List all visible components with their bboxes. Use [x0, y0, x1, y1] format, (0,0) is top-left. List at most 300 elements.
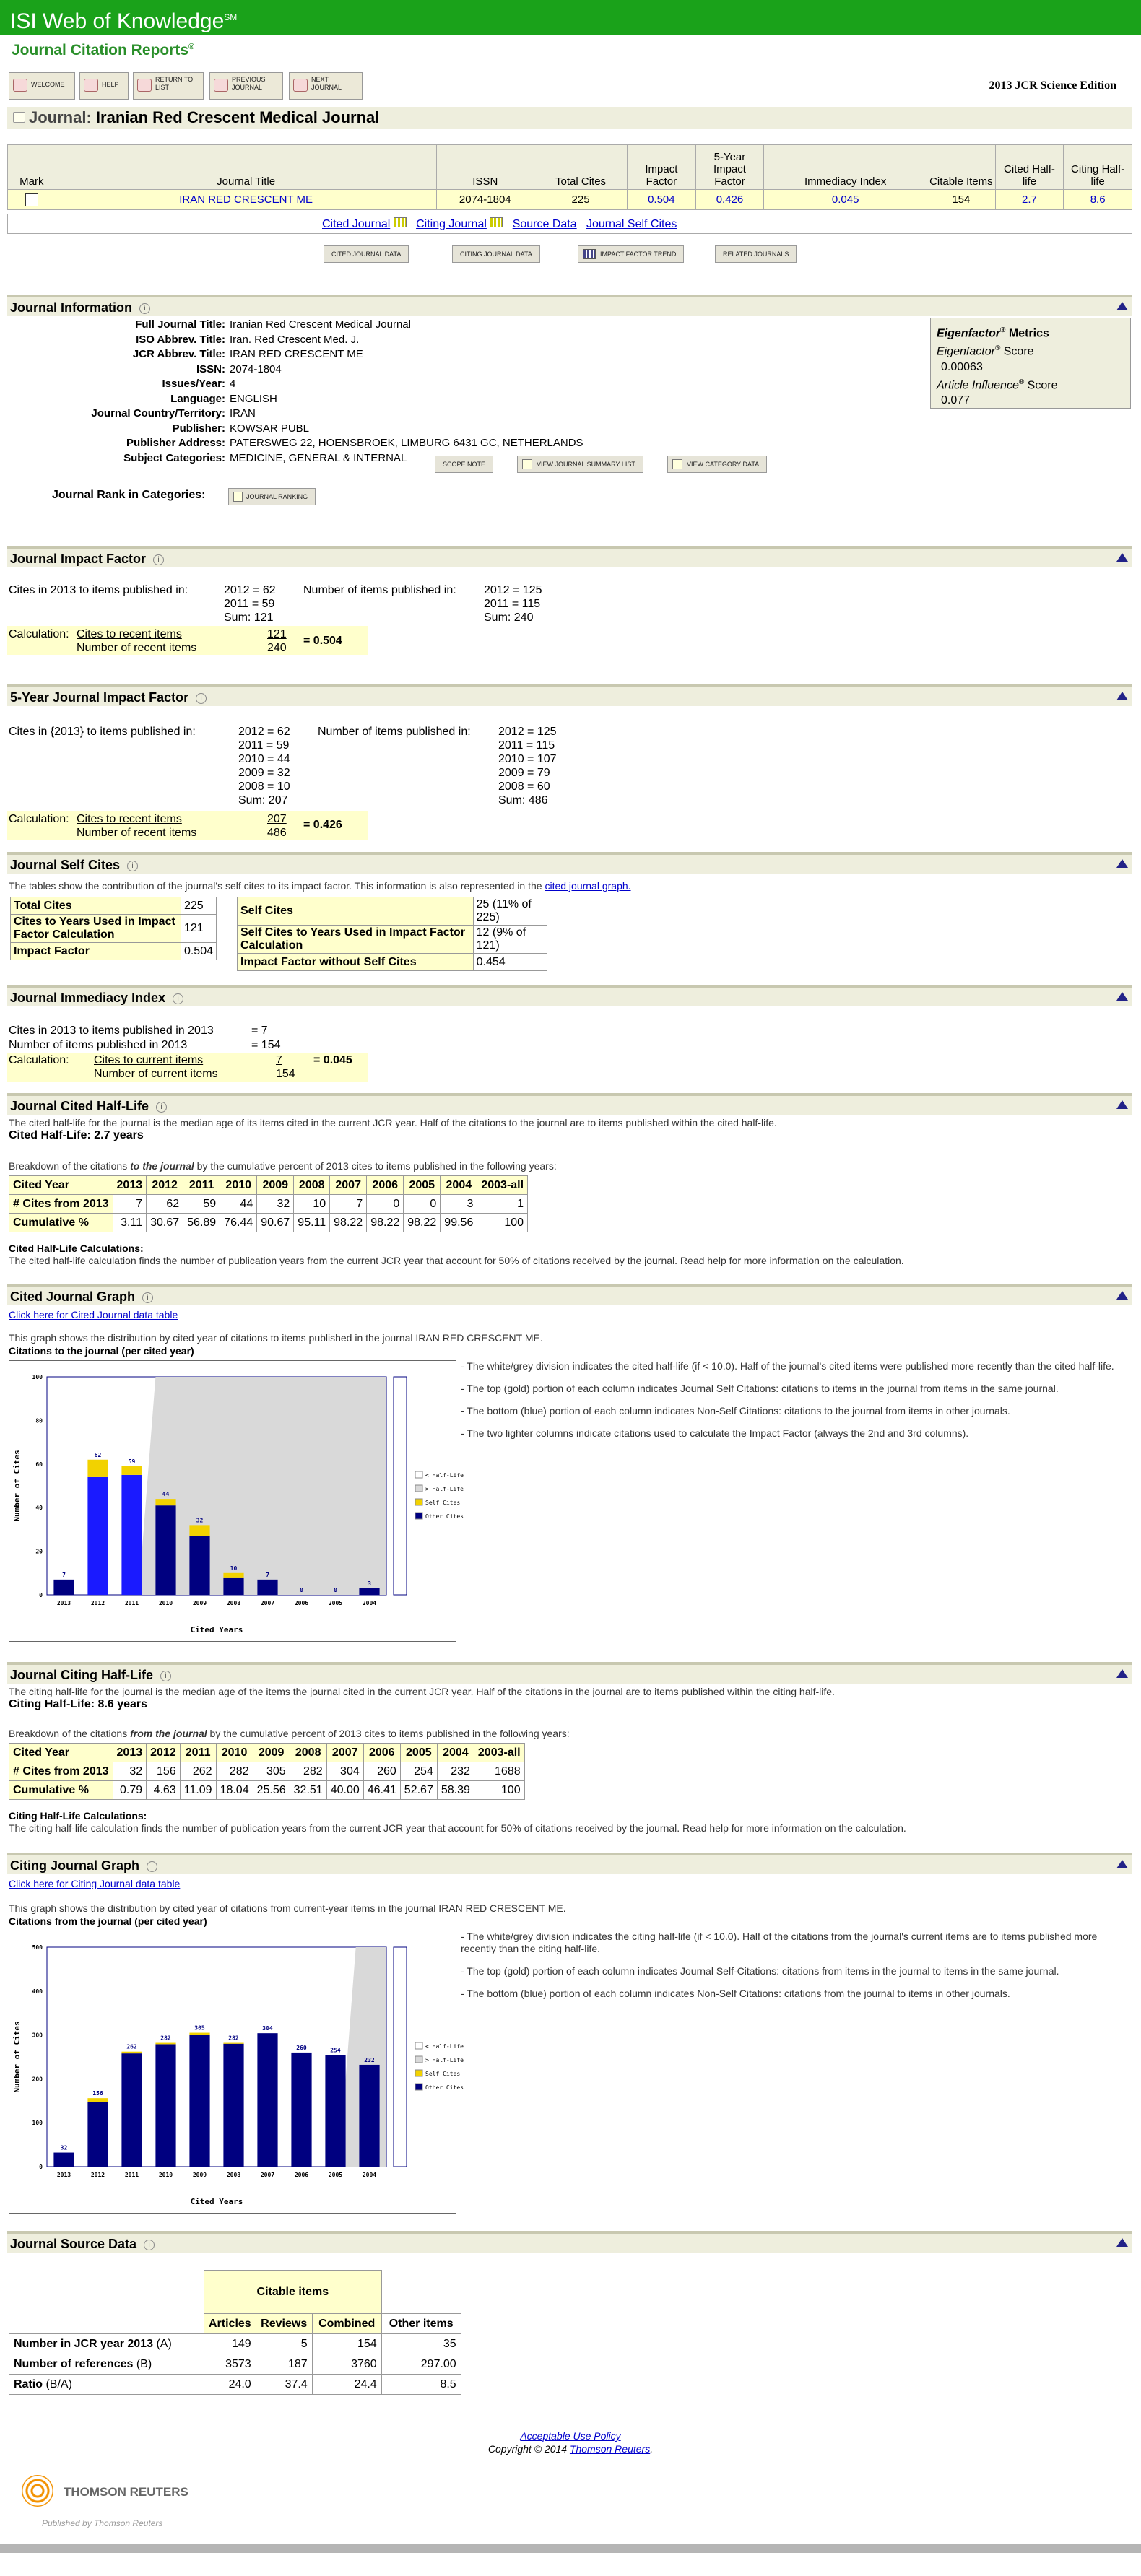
- jif-den-label: Number of recent items: [77, 642, 197, 654]
- x-tick-label: 2013: [56, 2172, 71, 2178]
- row-label: # Cites from 2013: [9, 1195, 113, 1214]
- section-title: Journal Cited Half-Life: [10, 1099, 149, 1113]
- empty-cell: [9, 2314, 204, 2334]
- table-cell: 2006: [367, 1176, 404, 1195]
- help-button[interactable]: [79, 72, 129, 100]
- table-cell: 260: [363, 1762, 400, 1781]
- sum-row: 2012 = 62: [224, 584, 276, 596]
- table-cell: 3573: [204, 2354, 256, 2375]
- imm-val2: = 154: [251, 1039, 281, 1051]
- table-row: [11, 943, 217, 960]
- table-cell: 24.4: [312, 2375, 381, 2395]
- section-title: Journal Immediacy Index: [10, 991, 166, 1005]
- bar-other-cites: [291, 2053, 311, 2167]
- y-tick-label: 60: [35, 1461, 43, 1468]
- top-banner: [0, 0, 1141, 35]
- bar-value-label: 262: [126, 2043, 137, 2050]
- product-title-text: Journal Citation Reports: [12, 42, 189, 58]
- info-icon[interactable]: i: [127, 861, 138, 871]
- total-cites-cell: 225: [534, 190, 628, 210]
- self-cites-desc-text: The tables show the contribution of the journal's self cites to its impact factor. This information is also represented in the: [9, 880, 542, 892]
- journal-name: Iranian Red Crescent Medical Journal: [95, 108, 380, 126]
- citing-journal-link[interactable]: Citing Journal: [416, 218, 487, 230]
- sum-row: Sum: 121: [224, 612, 274, 624]
- eigenfactor-box: [930, 318, 1131, 409]
- bar-self-cites: [189, 1525, 209, 1536]
- bar-value-label: 0: [300, 1587, 303, 1593]
- scope-note-button[interactable]: SCOPE NOTE: [435, 456, 493, 473]
- jif-items-list: [484, 583, 542, 625]
- bar-value-label: 260: [296, 2044, 307, 2051]
- bar-value-label: 3: [368, 1580, 371, 1587]
- table-row: [9, 1176, 528, 1195]
- journal-summary-list-button[interactable]: [517, 456, 643, 473]
- table-cell: 2008: [290, 1744, 326, 1762]
- bar-other-cites: [359, 2065, 379, 2167]
- back-to-top-icon[interactable]: [1116, 2238, 1128, 2247]
- table-cell: 30.67: [147, 1214, 183, 1232]
- table-cell: 2012: [147, 1176, 183, 1195]
- cited-half-life-link[interactable]: 2.7: [1022, 193, 1037, 206]
- table-cell: 32: [257, 1195, 294, 1214]
- table-cell: 2004: [437, 1744, 474, 1762]
- graph-links: [322, 217, 677, 231]
- impact-factor-header: [7, 546, 1132, 567]
- self-cites-left-table: [10, 897, 217, 960]
- five-year-if-header: [7, 684, 1132, 706]
- jif-items-label: Number of items published in:: [303, 584, 456, 596]
- table-cell: 2007: [330, 1176, 367, 1195]
- x-tick-label: 2011: [124, 2172, 139, 2178]
- table-cell: 3760: [312, 2354, 381, 2375]
- return-icon: [137, 79, 152, 92]
- table-row: [9, 2375, 461, 2395]
- table-cell: 95.11: [294, 1214, 330, 1232]
- row-label: Impact Factor: [11, 943, 181, 960]
- y-tick-label: 40: [35, 1505, 43, 1512]
- table-cell: 98.22: [330, 1214, 367, 1232]
- immediacy-cell: [764, 190, 927, 210]
- row-label: Self Cites: [238, 897, 474, 926]
- section-title: Journal Impact Factor: [10, 552, 147, 566]
- impact-factor-trend-button[interactable]: [578, 245, 684, 263]
- back-to-top-icon[interactable]: [1116, 859, 1128, 868]
- return-to-list-button[interactable]: [133, 72, 204, 100]
- row-label: Cited Year: [9, 1176, 113, 1195]
- table-cell: 4.63: [147, 1781, 181, 1800]
- table-cell: 2010: [216, 1744, 253, 1762]
- sum-row: Sum: 240: [484, 612, 534, 624]
- bar-value-label: 32: [60, 2144, 68, 2151]
- sum-row: 2011 = 59: [238, 739, 290, 752]
- back-to-top-icon[interactable]: [1116, 1100, 1128, 1109]
- cited-journal-data-button[interactable]: CITED JOURNAL DATA: [324, 245, 409, 263]
- citing-journal-chart: [9, 1931, 464, 2214]
- x-tick-label: 2010: [158, 1600, 173, 1606]
- legend-swatch: [415, 1485, 422, 1492]
- bar-value-label: 232: [364, 2056, 375, 2063]
- jif-den: 240: [267, 642, 287, 654]
- citing-hl-desc: The citing half-life for the journal is the median age of the items the journal cited in the current JCR year. Half of the citations in the journal are to items published within the citing half-life.: [9, 1686, 835, 1697]
- welcome-label: WELCOME: [31, 81, 65, 88]
- column-header: Immediacy Index: [764, 145, 927, 190]
- legend-swatch: [415, 2084, 422, 2090]
- table-cell: 2008: [294, 1176, 330, 1195]
- eigen-title: [937, 323, 1124, 341]
- product-title-sup: ®: [188, 43, 195, 51]
- cited-graph-desc: This graph shows the distribution by cited year of citations to items published in the journal IRAN RED CRESCENT ME.: [9, 1332, 543, 1344]
- info-key: JCR Abbrev. Title:: [132, 348, 225, 360]
- info-key: Subject Categories:: [123, 451, 225, 464]
- x-tick-label: 2004: [362, 2172, 377, 2178]
- x-tick-label: 2012: [90, 2172, 105, 2178]
- citable-items-cell: 154: [927, 190, 996, 210]
- cited-calc-desc: The cited half-life calculation finds the number of publication years from the current JCR year that account for 50% of citations received by the journal. Read help for more information on the calculation.: [9, 1255, 904, 1266]
- section-title: Citing Journal Graph: [10, 1858, 140, 1873]
- table-cell: 297.00: [381, 2354, 461, 2375]
- bar-other-cites: [121, 1475, 142, 1595]
- info-value: ENGLISH: [230, 392, 277, 405]
- row-label-text: Ratio: [14, 2377, 43, 2390]
- imm-num: 7: [276, 1054, 282, 1066]
- ranking-icon: [233, 492, 243, 502]
- back-to-top-icon[interactable]: [1116, 1669, 1128, 1678]
- table-cell: 2009: [257, 1176, 294, 1195]
- y-tick-label: 500: [32, 1944, 43, 1951]
- section-title: 5-Year Journal Impact Factor: [10, 690, 189, 705]
- thomson-reuters-link[interactable]: Thomson Reuters: [569, 2443, 651, 2455]
- empty-cell: [9, 2271, 204, 2314]
- table-cell: 2004: [441, 1176, 477, 1195]
- ranking-label: JOURNAL RANKING: [246, 493, 308, 500]
- related-journals-button[interactable]: RELATED JOURNALS: [715, 245, 797, 263]
- legend-label: < Half-Life: [425, 2043, 464, 2050]
- x-tick-label: 2010: [158, 2172, 173, 2178]
- eigen-score-value: 0.00063: [941, 360, 983, 373]
- bar-value-label: 32: [196, 1517, 204, 1524]
- cited-half-life-header: [7, 1093, 1132, 1115]
- sum-row: 2010 = 107: [498, 753, 557, 765]
- y-axis-label: Number of Cites: [12, 2021, 22, 2093]
- y-tick-label: 100: [32, 2120, 43, 2127]
- sum-row: 2012 = 125: [498, 726, 557, 738]
- row-label-text: Number in JCR year 2013: [14, 2337, 153, 2350]
- citing-graph-header: [7, 1853, 1132, 1874]
- acceptable-use-link[interactable]: Acceptable Use Policy: [520, 2430, 621, 2442]
- journal-title-link[interactable]: IRAN RED CRESCENT ME: [179, 193, 313, 206]
- bar-other-cites: [223, 1578, 243, 1595]
- table-row: [11, 897, 217, 915]
- sum-row: 2008 = 10: [238, 780, 290, 793]
- table-cell: 187: [256, 2354, 312, 2375]
- info-icon[interactable]: i: [160, 1671, 171, 1681]
- eigen-title-rest: Metrics: [1005, 327, 1049, 340]
- citing-half-life-header: [7, 1662, 1132, 1684]
- category-icon: [672, 459, 682, 469]
- rank-label: Journal Rank in Categories:: [52, 489, 206, 501]
- ai-rest: Score: [1024, 378, 1058, 391]
- help-label: HELP: [102, 81, 119, 88]
- citing-half-life-cell: [1064, 190, 1132, 210]
- citing-graph-notes: [461, 1931, 1132, 2010]
- cited-data-table-link[interactable]: Click here for Cited Journal data table: [9, 1309, 178, 1320]
- column-header: ISSN: [436, 145, 534, 190]
- summary-label: VIEW JOURNAL SUMMARY LIST: [537, 461, 635, 468]
- back-to-top-icon[interactable]: [1116, 1860, 1128, 1868]
- back-to-top-icon[interactable]: [1116, 1291, 1128, 1300]
- table-cell: 2005: [404, 1176, 441, 1195]
- mark-checkbox[interactable]: [25, 193, 38, 206]
- table-cell: 149: [204, 2334, 256, 2354]
- bar-self-cites: [223, 2043, 243, 2044]
- imm-line2: Number of items published in 2013: [9, 1039, 188, 1051]
- five-year-if-cell: [695, 190, 764, 210]
- info-value: Iran. Red Crescent Med. J.: [230, 333, 360, 346]
- imm-den-label: Number of current items: [94, 1068, 218, 1080]
- bar-other-cites: [155, 2044, 175, 2167]
- next-journal-button[interactable]: [289, 72, 363, 100]
- jif5-num-label: Cites to recent items: [77, 813, 182, 825]
- table-cell: 282: [216, 1762, 253, 1781]
- graph-note: - The two lighter columns indicate citations used to calculate the Impact Factor (always the 2nd and 3rd columns).: [461, 1427, 969, 1439]
- sum-row: 2011 = 115: [498, 739, 555, 752]
- graph-icon: [490, 217, 503, 227]
- side-bar: [394, 1377, 407, 1595]
- back-to-top-icon[interactable]: [1116, 553, 1128, 562]
- row-label: Cumulative %: [9, 1781, 113, 1800]
- jif5-num: 207: [267, 813, 287, 825]
- published-by: Published by Thomson Reuters: [42, 2518, 163, 2528]
- info-value: Iranian Red Crescent Medical Journal: [230, 318, 411, 331]
- bar-other-cites: [155, 1505, 175, 1595]
- table-cell: 2009: [253, 1744, 290, 1762]
- table-cell: 2006: [363, 1744, 400, 1762]
- info-value: PATERSWEG 22, HOENSBROEK, LIMBURG 6431 GC, NETHERLANDS: [230, 437, 583, 449]
- bar-value-label: 305: [194, 2024, 205, 2032]
- info-icon[interactable]: i: [139, 303, 150, 314]
- table-cell: 1: [477, 1195, 528, 1214]
- cited-journal-link[interactable]: Cited Journal: [322, 218, 391, 230]
- column-header: Journal Title: [56, 145, 436, 190]
- source-data-table: [9, 2270, 461, 2395]
- table-cell: 5: [256, 2334, 312, 2354]
- eigen-score-name: Eigenfactor: [937, 345, 995, 358]
- sum-row: 2009 = 79: [498, 767, 550, 779]
- table-cell: 2011: [183, 1176, 220, 1195]
- bar-self-cites: [223, 1573, 243, 1578]
- table-cell: 100: [474, 1781, 524, 1800]
- imm-num-label: Cites to current items: [94, 1054, 204, 1066]
- table-cell: 2010: [220, 1176, 257, 1195]
- category-data-button[interactable]: [667, 456, 767, 473]
- source-data-header: [7, 2231, 1132, 2253]
- info-icon[interactable]: i: [142, 1292, 153, 1303]
- row-label: Cites to Years Used in Impact Factor Calculation: [11, 915, 181, 943]
- eigen-title-name: Eigenfactor: [937, 327, 1001, 340]
- previous-journal-button[interactable]: [209, 72, 283, 100]
- source-data-link[interactable]: Source Data: [512, 218, 577, 230]
- back-to-top-icon[interactable]: [1116, 992, 1128, 1001]
- info-key: ISSN:: [196, 362, 225, 375]
- bar-other-cites: [359, 1588, 379, 1595]
- info-value: KOWSAR PUBL: [230, 422, 310, 435]
- self-cites-link[interactable]: Journal Self Cites: [586, 218, 677, 230]
- column-header: Citing Half-life: [1064, 145, 1132, 190]
- category-label: VIEW CATEGORY DATA: [687, 461, 760, 468]
- five-year-if-link[interactable]: 0.426: [716, 193, 744, 206]
- eigen-score-label: [937, 341, 1124, 359]
- cited-hl-breakdown: [9, 1159, 557, 1173]
- bar-value-label: 0: [334, 1587, 337, 1593]
- x-tick-label: 2005: [328, 2172, 343, 2178]
- cited-calc-title: Cited Half-Life Calculations:: [9, 1243, 144, 1254]
- help-icon: [84, 79, 98, 92]
- x-tick-label: 2013: [56, 1600, 71, 1606]
- table-cell: 32: [113, 1762, 147, 1781]
- sum-row: 2012 = 125: [484, 584, 542, 596]
- table-cell: 0.79: [113, 1781, 147, 1800]
- table-cell: 18.04: [216, 1781, 253, 1800]
- welcome-button[interactable]: [9, 72, 75, 100]
- table-cell: 282: [290, 1762, 326, 1781]
- table-cell: 35: [381, 2334, 461, 2354]
- journal-information-header: [7, 295, 1132, 316]
- table-cell: 24.0: [204, 2375, 256, 2395]
- bar-other-cites: [325, 2055, 345, 2167]
- column-header: Citable Items: [927, 145, 996, 190]
- table-cell: 62: [147, 1195, 183, 1214]
- table-cell: 46.41: [363, 1781, 400, 1800]
- table-row: [9, 1744, 525, 1762]
- back-to-top-icon[interactable]: [1116, 302, 1128, 310]
- table-cell: 0: [404, 1195, 441, 1214]
- graph-icon: [394, 217, 407, 227]
- journal-heading: [7, 107, 1132, 129]
- back-to-top-icon[interactable]: [1116, 692, 1128, 700]
- row-label-tag: (A): [156, 2337, 172, 2350]
- bar-self-cites: [121, 2052, 142, 2053]
- y-tick-label: 300: [32, 2032, 43, 2039]
- article-influence-value: 0.077: [941, 393, 971, 406]
- row-label-tag: (B/A): [45, 2377, 72, 2390]
- table-cell: 58.39: [437, 1781, 474, 1800]
- row-label: Total Cites: [11, 897, 181, 915]
- info-value: IRAN RED CRESCENT ME: [230, 348, 363, 360]
- graph-note: - The top (gold) portion of each column indicates Journal Self-Citations: citations from items in the journal to items in the same journal.: [461, 1965, 1059, 1977]
- column-header: Articles: [204, 2314, 256, 2334]
- row-label: Cumulative %: [9, 1214, 113, 1232]
- info-value: 4: [230, 378, 236, 390]
- calc-label: Calculation:: [9, 813, 69, 825]
- citing-hl-breakdown: [9, 1727, 570, 1741]
- sum-row: 2011 = 59: [224, 598, 275, 610]
- citing-calc-desc: The citing half-life calculation finds the number of publication years from the current JCR year that account for 50% of citations received by the journal. Read help for more information on the calculation.: [9, 1822, 906, 1834]
- citing-half-life-table: [9, 1743, 525, 1800]
- bar-value-label: 44: [162, 1491, 170, 1498]
- info-icon[interactable]: i: [147, 1861, 157, 1872]
- table-cell: 90.67: [257, 1214, 294, 1232]
- cited-chart-title: Citations to the journal (per cited year): [9, 1345, 194, 1357]
- table-cell: 262: [180, 1762, 216, 1781]
- info-value: 2074-1804: [230, 362, 282, 375]
- sum-row: 2011 = 115: [484, 598, 541, 610]
- info-key: Issues/Year:: [162, 378, 225, 390]
- calc-label: Calculation:: [9, 628, 69, 640]
- x-axis-label: Cited Years: [190, 1625, 243, 1635]
- info-icon[interactable]: i: [144, 2240, 155, 2250]
- row-label: [9, 2334, 204, 2354]
- graph-note: - The white/grey division indicates the citing half-life (if < 10.0). Half of the citations from the journal's current items are to items published more recently than the citing half-life.: [461, 1931, 1098, 1954]
- bd-pre: Breakdown of the citations: [9, 1160, 131, 1172]
- legend-label: Self Cites: [425, 2071, 461, 2077]
- x-tick-label: 2008: [226, 2172, 241, 2178]
- section-title: Cited Journal Graph: [10, 1289, 136, 1304]
- section-title: Journal Source Data: [10, 2237, 137, 2251]
- issn-cell: 2074-1804: [436, 190, 534, 210]
- citing-journal-data-button[interactable]: CITING JOURNAL DATA: [452, 245, 540, 263]
- footer-policy: [0, 2430, 1141, 2442]
- table-cell: 2003-all: [474, 1744, 524, 1762]
- journal-ranking-button[interactable]: [228, 488, 316, 505]
- bar-value-label: 304: [262, 2025, 273, 2032]
- row-value: 121: [181, 915, 216, 943]
- info-icon[interactable]: i: [156, 1102, 167, 1113]
- table-cell: 232: [437, 1762, 474, 1781]
- sum-row: 2012 = 62: [238, 726, 290, 738]
- home-icon: [13, 79, 27, 92]
- section-title: Journal Self Cites: [10, 858, 121, 872]
- table-cell: 156: [147, 1762, 181, 1781]
- sum-row: Sum: 486: [498, 794, 548, 806]
- info-icon[interactable]: i: [173, 993, 183, 1004]
- bar-value-label: 62: [94, 1451, 102, 1458]
- bar-other-cites: [87, 1477, 108, 1595]
- row-value: 12 (9% of 121): [473, 926, 547, 954]
- info-key: ISO Abbrev. Title:: [136, 333, 225, 346]
- table-cell: 98.22: [367, 1214, 404, 1232]
- footer-bar: [0, 2544, 1141, 2553]
- citing-graph-desc: This graph shows the distribution by cited year of citations from current-year items in the journal IRAN RED CRESCENT ME.: [9, 1902, 566, 1914]
- info-icon[interactable]: i: [153, 554, 164, 565]
- x-tick-label: 2004: [362, 1600, 377, 1606]
- bar-value-label: 59: [128, 1458, 136, 1465]
- cited-journal-graph-link[interactable]: cited journal graph.: [545, 880, 631, 892]
- bar-value-label: 282: [228, 2035, 239, 2042]
- group-header: Citable items: [204, 2271, 382, 2314]
- citing-data-table-link[interactable]: Click here for Citing Journal data table: [9, 1878, 181, 1889]
- bar-value-label: 7: [266, 1571, 269, 1578]
- info-value: MEDICINE, GENERAL & INTERNAL: [230, 451, 407, 464]
- y-tick-label: 20: [35, 1548, 43, 1555]
- bar-self-cites: [121, 1466, 142, 1475]
- imm-line1: Cites in 2013 to items published in 2013: [9, 1024, 214, 1037]
- sum-row: 2010 = 44: [238, 753, 290, 765]
- bar-self-cites: [87, 1460, 108, 1477]
- legend-label: < Half-Life: [425, 1472, 464, 1479]
- impact-factor-link[interactable]: 0.504: [648, 193, 675, 206]
- table-row: [238, 897, 547, 926]
- table-cell: 254: [400, 1762, 437, 1781]
- cited-journal-chart: [9, 1360, 464, 1642]
- citing-half-life-link[interactable]: 8.6: [1090, 193, 1106, 206]
- bar-other-cites: [53, 2153, 74, 2167]
- impact-factor-cell: [628, 190, 696, 210]
- imm-val1: = 7: [251, 1024, 268, 1037]
- info-icon[interactable]: i: [196, 693, 207, 704]
- immediacy-link[interactable]: 0.045: [831, 193, 859, 206]
- info-key: Full Journal Title:: [135, 318, 225, 331]
- row-label: [9, 2375, 204, 2395]
